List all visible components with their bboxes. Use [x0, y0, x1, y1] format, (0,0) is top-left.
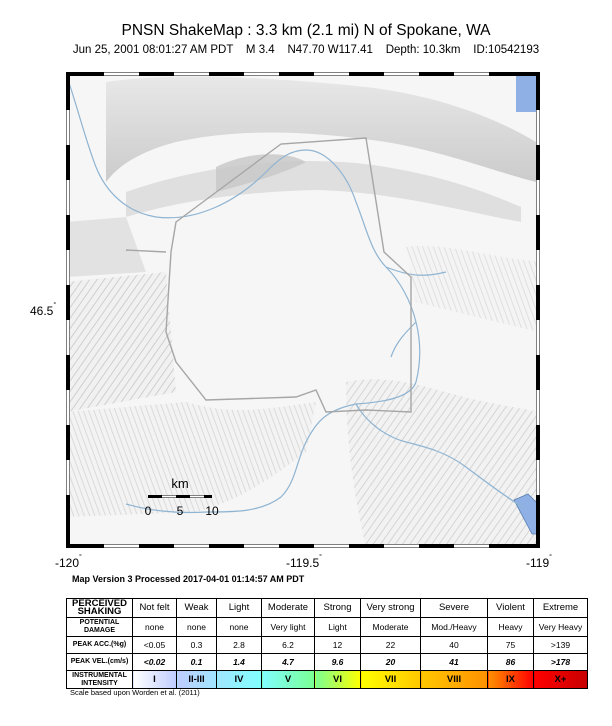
scale-label-0: 0	[144, 504, 152, 518]
legend-cell: Mod./Heavy	[421, 618, 488, 637]
scale-label-5: 5	[176, 504, 184, 518]
legend-cell: 40	[421, 637, 488, 654]
intensity-cell: IV	[217, 671, 262, 689]
x-tick-label-center: -119.5°	[286, 554, 322, 570]
legend-cell: 12	[315, 637, 361, 654]
shakemap-canvas[interactable]	[66, 72, 540, 548]
legend-cell: 20	[361, 654, 421, 671]
legend-cell: Light	[217, 599, 262, 618]
legend-cell: 41	[421, 654, 488, 671]
legend-cell: Very strong	[361, 599, 421, 618]
legend-cell: 2.8	[217, 637, 262, 654]
intensity-cell: II-III	[177, 671, 217, 689]
legend-row-vel	[67, 654, 588, 671]
intensity-cell: IX	[488, 671, 534, 689]
legend-label-vel: PEAK VEL.(cm/s)	[67, 654, 133, 671]
legend-cell: 0.3	[177, 637, 217, 654]
legend-cell: <0.02	[133, 654, 177, 671]
legend-row-acc	[67, 637, 588, 654]
legend-label-damage: POTENTIAL DAMAGE	[67, 618, 133, 637]
legend-cell: 86	[488, 654, 534, 671]
legend-cell: <0.05	[133, 637, 177, 654]
x-tick-label-west: -120°	[55, 554, 82, 570]
legend-cell: Violent	[488, 599, 534, 618]
legend-cell: Very light	[262, 618, 315, 637]
legend-cell: Not felt	[133, 599, 177, 618]
legend-cell: Moderate	[361, 618, 421, 637]
legend-cell: Light	[315, 618, 361, 637]
legend-row-damage	[67, 618, 588, 637]
legend-label-shaking: PERCEIVED SHAKING	[67, 599, 133, 618]
legend-cell: 0.1	[177, 654, 217, 671]
scale-unit: km	[171, 476, 189, 491]
x-tick-label-east: -119°	[526, 554, 552, 570]
intensity-legend	[66, 598, 588, 689]
legend-cell: Weak	[177, 599, 217, 618]
intensity-cell: V	[262, 671, 315, 689]
legend-cell: none	[133, 618, 177, 637]
legend-cell: Heavy	[488, 618, 534, 637]
legend-cell: Severe	[421, 599, 488, 618]
legend-label-acc: PEAK ACC.(%g)	[67, 637, 133, 654]
legend-cell: Very Heavy	[534, 618, 588, 637]
intensity-cell: X+	[534, 671, 588, 689]
legend-cell: 75	[488, 637, 534, 654]
intensity-cell: VII	[361, 671, 421, 689]
legend-label-intensity: INSTRUMENTAL INTENSITY	[67, 671, 133, 689]
legend-cell: none	[177, 618, 217, 637]
legend-cell: Strong	[315, 599, 361, 618]
legend-cell: >139	[534, 637, 588, 654]
legend-row-shaking	[67, 599, 588, 618]
intensity-cell: VI	[315, 671, 361, 689]
intensity-cell: VIII	[421, 671, 488, 689]
scale-label-10: 10	[205, 504, 219, 518]
y-tick-label: 46.5°	[30, 302, 57, 318]
legend-cell: none	[217, 618, 262, 637]
intensity-cell: I	[133, 671, 177, 689]
legend-cell: 22	[361, 637, 421, 654]
legend-cell: 4.7	[262, 654, 315, 671]
event-info: Jun 25, 2001 08:01:27 AM PDT M 3.4 N47.70 W117.41 Depth: 10.3km ID:10542193	[72, 44, 540, 56]
legend-cell: Moderate	[262, 599, 315, 618]
map-version: Map Version 3 Processed 2017-04-01 01:14:57 AM PDT	[72, 574, 305, 584]
legend-cell: 6.2	[262, 637, 315, 654]
legend-cell: 9.6	[315, 654, 361, 671]
legend-row-intensity	[67, 671, 588, 689]
scale-credit: Scale based upon Worden et al. (2011)	[70, 688, 200, 697]
legend-cell: Extreme	[534, 599, 588, 618]
legend-cell: 1.4	[217, 654, 262, 671]
legend-cell: >178	[534, 654, 588, 671]
map-title: PNSN ShakeMap : 3.3 km (2.1 mi) N of Spokane, WA	[121, 22, 491, 39]
